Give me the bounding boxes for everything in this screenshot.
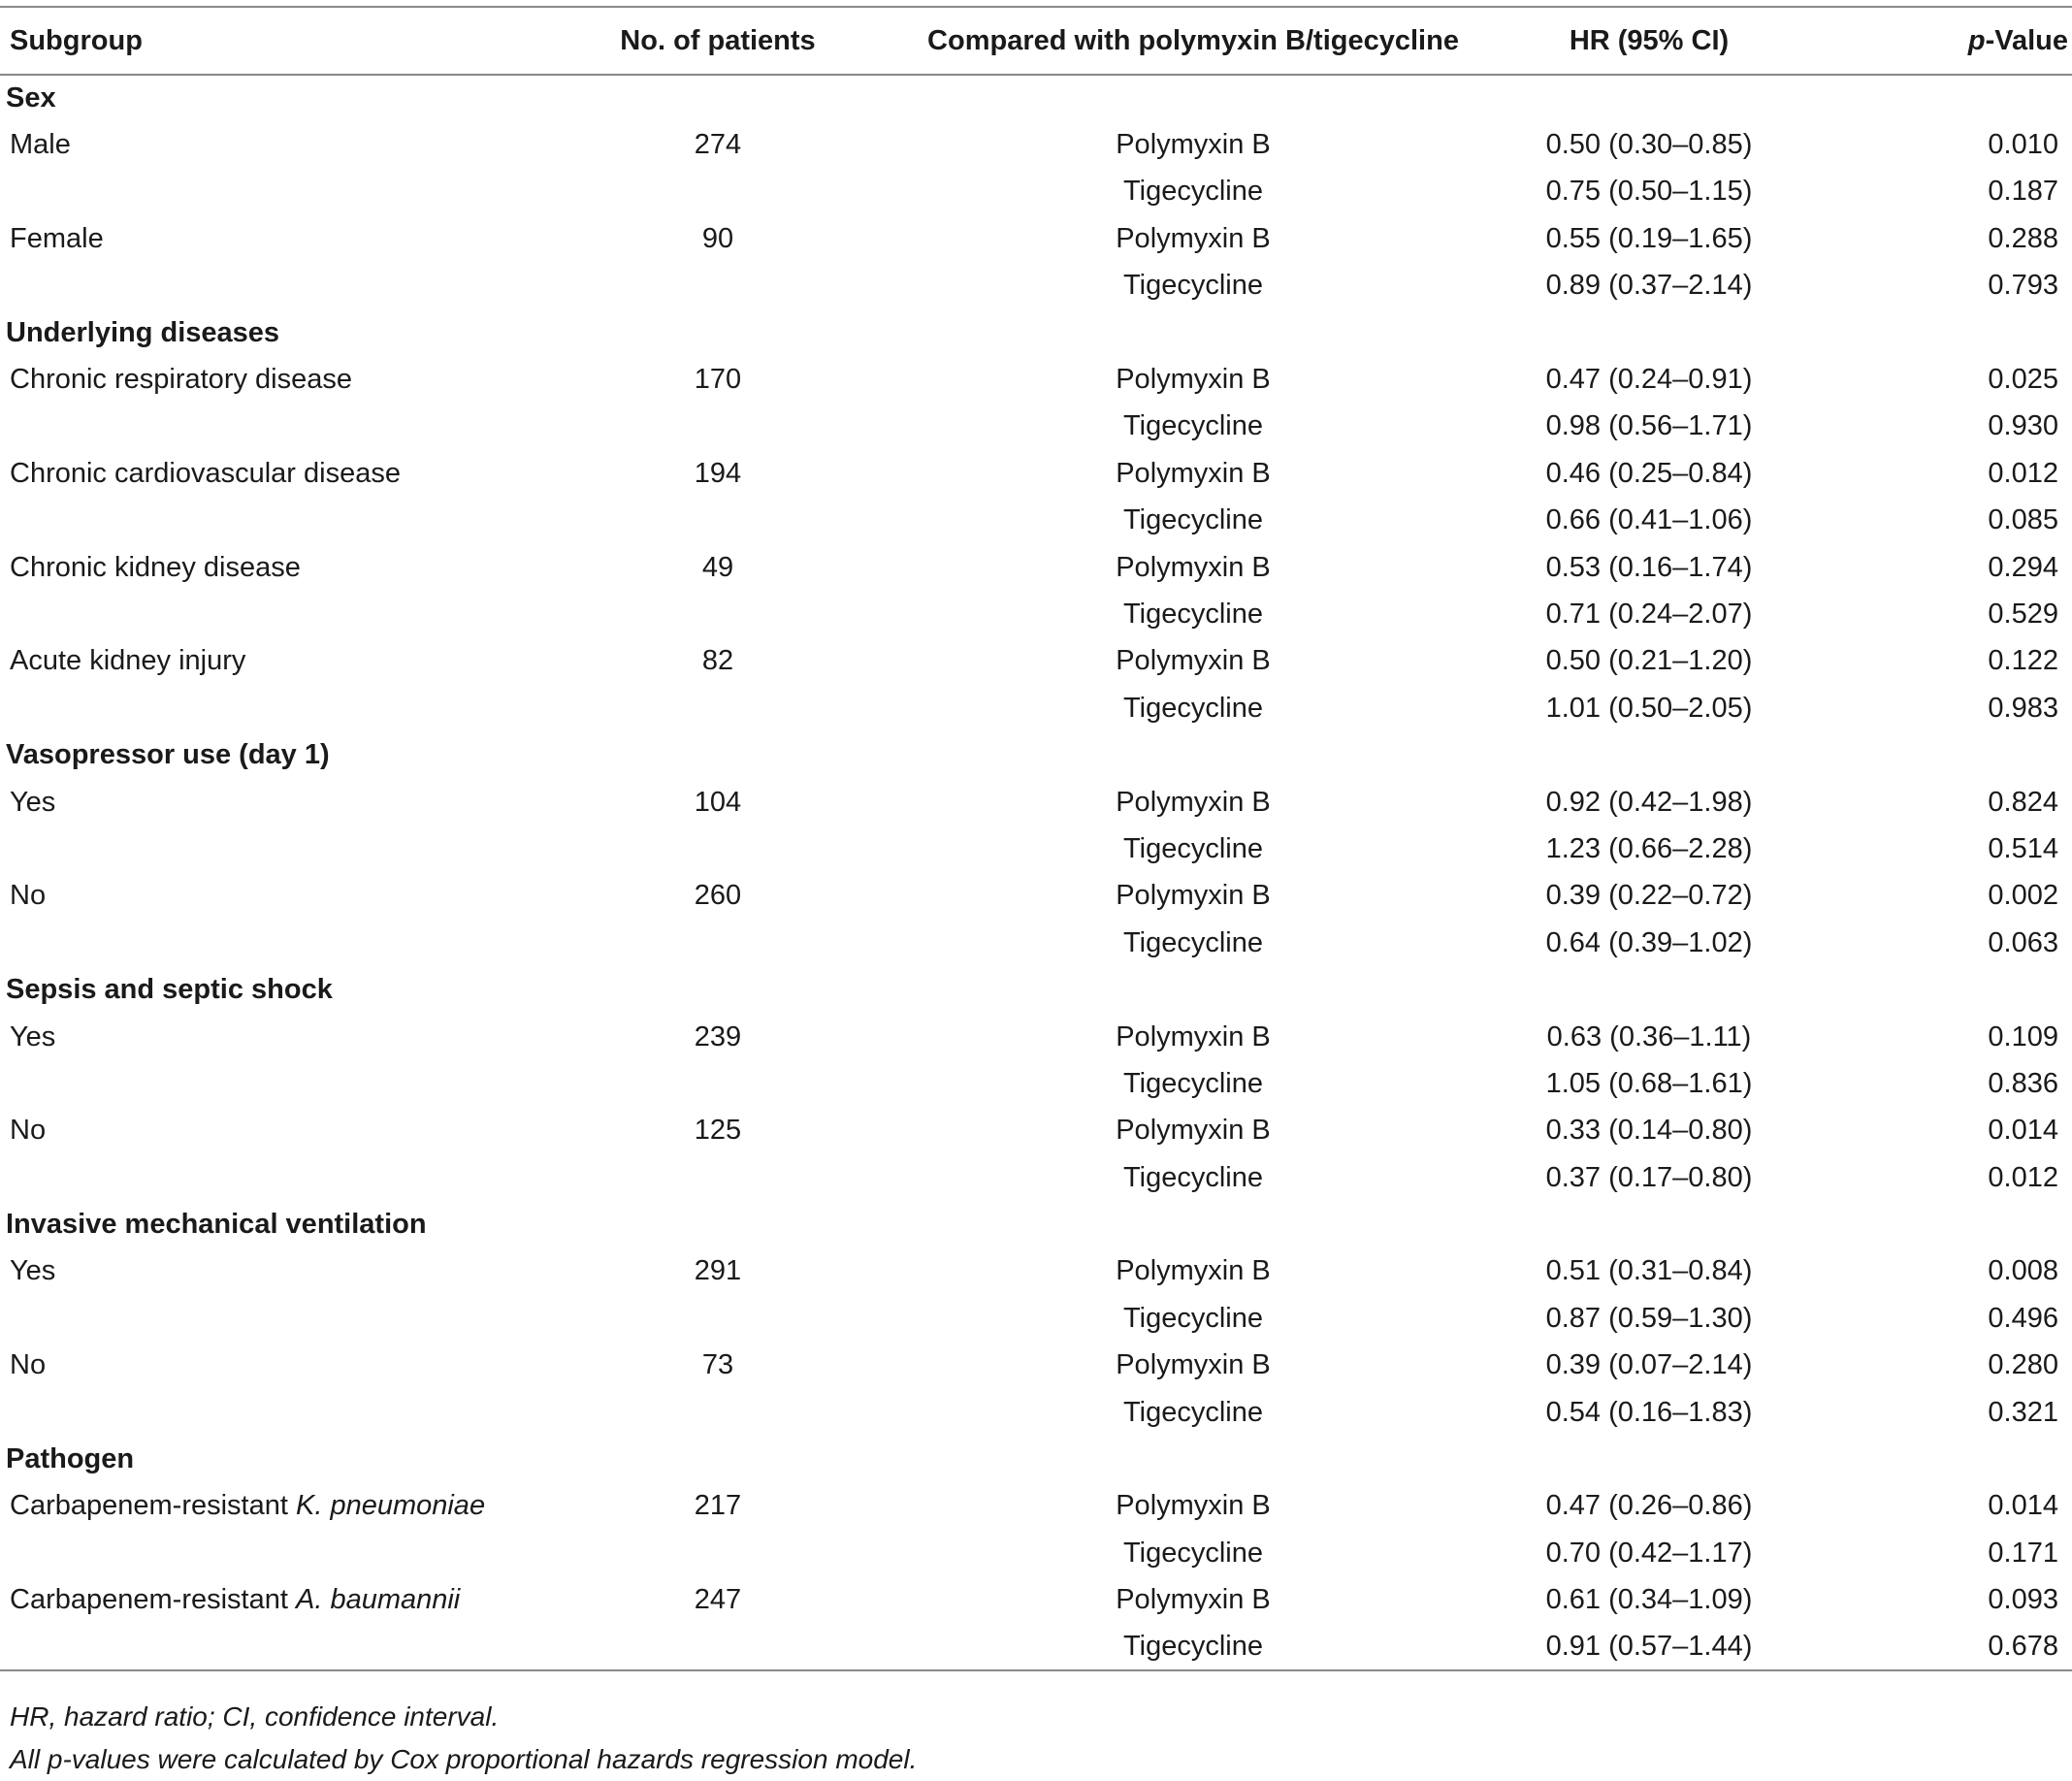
- table-row: [0, 873, 2072, 920]
- subgroup-label-text: Yes: [10, 1020, 56, 1052]
- patients-count: 247: [694, 1584, 742, 1616]
- group-title: Sex: [6, 82, 56, 114]
- patients-count: 104: [694, 786, 742, 818]
- hazard-ratio: 0.47 (0.26–0.86): [1545, 1490, 1753, 1522]
- header-pvalue-italic: p: [1967, 24, 1986, 56]
- subgroup-label: [0, 404, 514, 450]
- p-value: 0.514: [1988, 832, 2058, 864]
- hazard-ratio: 1.01 (0.50–2.05): [1545, 692, 1753, 724]
- comparator: Polymyxin B: [1116, 645, 1271, 677]
- patients-count: 82: [701, 645, 734, 677]
- subgroup-label: [0, 215, 514, 262]
- p-value: 0.187: [1988, 176, 2058, 208]
- subgroup-label: [0, 779, 514, 826]
- comparator: Polymyxin B: [1116, 1115, 1271, 1147]
- subgroup-label: [0, 1014, 514, 1060]
- group-header-row: [0, 731, 2072, 778]
- group-title: Invasive mechanical ventilation: [6, 1209, 427, 1241]
- table-header: [0, 7, 2072, 75]
- subgroup-label-text: Yes: [10, 1255, 56, 1287]
- subgroup-label: [0, 920, 514, 966]
- patients-count: [514, 169, 922, 215]
- p-value: 0.012: [1988, 457, 2058, 489]
- table-row: [0, 1014, 2072, 1060]
- header-row: [0, 7, 2072, 75]
- table-row: [0, 685, 2072, 731]
- comparator: Tigecycline: [1123, 598, 1263, 630]
- subgroup-label: [0, 1343, 514, 1389]
- p-value: 0.025: [1988, 364, 2058, 396]
- subgroup-label: [0, 450, 514, 497]
- group-title: Vasopressor use (day 1): [6, 739, 330, 771]
- pathogen-species: A. baumannii: [295, 1584, 461, 1616]
- hazard-ratio: 0.89 (0.37–2.14): [1545, 270, 1753, 302]
- subgroup-label-text: Male: [10, 129, 71, 161]
- subgroup-label-text: Carbapenem-resistant: [10, 1584, 296, 1616]
- hazard-ratio: 0.63 (0.36–1.11): [1546, 1020, 1752, 1052]
- patients-count: 73: [701, 1349, 734, 1381]
- hazard-ratio: 0.87 (0.59–1.30): [1545, 1302, 1753, 1334]
- subgroup-label-text: Yes: [10, 786, 56, 818]
- table-row: [0, 591, 2072, 637]
- table-row: [0, 1060, 2072, 1107]
- table-row: [0, 215, 2072, 262]
- subgroup-label-text: Carbapenem-resistant: [10, 1490, 296, 1522]
- subgroup-label: [0, 1483, 514, 1530]
- hazard-ratio: 0.61 (0.34–1.09): [1545, 1584, 1753, 1616]
- comparator: Tigecycline: [1123, 1067, 1263, 1099]
- header-compared: Compared with polymyxin B/tigecycline: [922, 7, 1465, 75]
- table-row: [0, 1248, 2072, 1295]
- subgroup-label: [0, 1060, 514, 1107]
- subgroup-label: [0, 826, 514, 872]
- hazard-ratio: 0.37 (0.17–0.80): [1545, 1161, 1753, 1193]
- hazard-ratio: 0.39 (0.22–0.72): [1545, 880, 1753, 912]
- table-row: [0, 1577, 2072, 1624]
- subgroup-label-text: Chronic respiratory disease: [10, 364, 352, 396]
- patients-count: [514, 1624, 922, 1670]
- subgroup-label: [0, 591, 514, 637]
- patients-count: 49: [701, 551, 734, 583]
- hazard-ratio: 0.64 (0.39–1.02): [1545, 926, 1753, 958]
- p-value: 0.824: [1988, 786, 2058, 818]
- header-patients: No. of patients: [514, 7, 922, 75]
- table-row: [0, 1295, 2072, 1342]
- subgroup-label: [0, 1154, 514, 1201]
- comparator: Tigecycline: [1123, 832, 1263, 864]
- comparator: Tigecycline: [922, 1624, 1465, 1670]
- patients-count: 291: [694, 1255, 742, 1287]
- hazard-ratio: 0.39 (0.07–2.14): [1545, 1349, 1753, 1381]
- hazard-ratio: 0.92 (0.42–1.98): [1545, 786, 1753, 818]
- subgroup-label: [0, 121, 514, 168]
- p-value: 0.983: [1988, 692, 2058, 724]
- comparator: Tigecycline: [1123, 692, 1263, 724]
- p-value: 0.793: [1988, 270, 2058, 302]
- subgroup-label-text: No: [10, 1115, 47, 1147]
- table-row: [0, 544, 2072, 591]
- subgroup-label: [0, 1530, 514, 1576]
- group-title: Pathogen: [6, 1443, 135, 1475]
- table-row: [0, 1483, 2072, 1530]
- subgroup-label: [0, 1108, 514, 1154]
- patients-count: 239: [694, 1020, 742, 1052]
- group-header-row: [0, 966, 2072, 1013]
- patients-count: [514, 263, 922, 309]
- group-title: Sepsis and septic shock: [6, 974, 333, 1006]
- comparator: Polymyxin B: [1116, 1584, 1271, 1616]
- table-row: [0, 263, 2072, 309]
- p-value: 0.093: [1988, 1584, 2058, 1616]
- subgroup-label-text: No: [10, 1349, 47, 1381]
- subgroup-label: [0, 498, 514, 544]
- subgroup-label-text: Acute kidney injury: [10, 645, 246, 677]
- patients-count: 274: [694, 129, 742, 161]
- patients-count: [514, 1154, 922, 1201]
- p-value: 0.288: [1988, 222, 2058, 254]
- p-value: 0.014: [1988, 1115, 2058, 1147]
- p-value: 0.836: [1988, 1067, 2058, 1099]
- patients-count: [514, 685, 922, 731]
- hazard-ratio: 0.33 (0.14–0.80): [1545, 1115, 1753, 1147]
- table-row: [0, 920, 2072, 966]
- table-body: [0, 75, 2072, 1670]
- patients-count: 260: [694, 880, 742, 912]
- hazard-ratio: 0.51 (0.31–0.84): [1545, 1255, 1753, 1287]
- comparator: Polymyxin B: [1116, 129, 1271, 161]
- header-subgroup: Subgroup: [0, 7, 514, 75]
- hazard-ratio: 0.47 (0.24–0.91): [1545, 364, 1753, 396]
- comparator: Tigecycline: [1123, 270, 1263, 302]
- comparator: Tigecycline: [1123, 1396, 1263, 1428]
- hazard-ratio: 0.53 (0.16–1.74): [1545, 551, 1753, 583]
- table-row: [0, 826, 2072, 872]
- footnote-method: All p-values were calculated by Cox proportional hazards regression model.: [10, 1744, 918, 1774]
- hazard-ratio: 0.70 (0.42–1.17): [1545, 1537, 1753, 1569]
- p-value: 0.280: [1988, 1349, 2058, 1381]
- table-row: [0, 1108, 2072, 1154]
- comparator: Tigecycline: [1123, 410, 1263, 442]
- comparator: Polymyxin B: [1116, 1349, 1271, 1381]
- p-value: 0.529: [1988, 598, 2058, 630]
- subgroup-label: [0, 1295, 514, 1342]
- p-value: 0.109: [1988, 1020, 2058, 1052]
- table-row: [0, 404, 2072, 450]
- patients-count: [514, 1295, 922, 1342]
- p-value: 0.122: [1988, 645, 2058, 677]
- patients-count: 125: [694, 1115, 742, 1147]
- comparator: Tigecycline: [1123, 1302, 1263, 1334]
- table-row: [0, 638, 2072, 685]
- table-row: [0, 121, 2072, 168]
- comparator: Polymyxin B: [1116, 1255, 1271, 1287]
- subgroup-label-text: Chronic kidney disease: [10, 551, 301, 583]
- hazard-ratio: 0.46 (0.25–0.84): [1545, 457, 1753, 489]
- p-value: 0.294: [1988, 551, 2058, 583]
- hazard-ratio: 0.91 (0.57–1.44): [1465, 1624, 1833, 1670]
- p-value: 0.171: [1988, 1537, 2058, 1569]
- patients-count: [514, 498, 922, 544]
- p-value: 0.496: [1988, 1302, 2058, 1334]
- hazard-ratio: 0.75 (0.50–1.15): [1545, 176, 1753, 208]
- p-value: 0.321: [1988, 1396, 2058, 1428]
- patients-count: [514, 591, 922, 637]
- comparator: Polymyxin B: [1116, 786, 1271, 818]
- subgroup-label-text: No: [10, 880, 47, 912]
- group-header-row: [0, 1201, 2072, 1247]
- comparator: Tigecycline: [1123, 926, 1263, 958]
- header-pvalue-rest: -Value: [1985, 24, 2068, 56]
- p-value: 0.085: [1988, 504, 2058, 536]
- table-row: [0, 1624, 2072, 1670]
- subgroup-label: [0, 1624, 514, 1670]
- hazard-ratio: 0.54 (0.16–1.83): [1545, 1396, 1753, 1428]
- table-row: [0, 356, 2072, 403]
- hazard-ratio: 0.98 (0.56–1.71): [1545, 410, 1753, 442]
- table-row: [0, 1343, 2072, 1389]
- comparator: Polymyxin B: [1116, 222, 1271, 254]
- patients-count: 217: [694, 1490, 742, 1522]
- hazard-ratio: 0.71 (0.24–2.07): [1545, 598, 1753, 630]
- subgroup-label-text: Female: [10, 222, 104, 254]
- patients-count: [514, 1530, 922, 1576]
- p-value: 0.002: [1988, 880, 2058, 912]
- subgroup-label: [0, 263, 514, 309]
- group-header-row: [0, 309, 2072, 356]
- p-value: 0.014: [1988, 1490, 2058, 1522]
- pathogen-species: K. pneumoniae: [295, 1490, 486, 1522]
- subgroup-label: [0, 356, 514, 403]
- comparator: Polymyxin B: [1116, 880, 1271, 912]
- p-value: 0.008: [1988, 1255, 2058, 1287]
- comparator: Tigecycline: [1123, 176, 1263, 208]
- patients-count: 194: [694, 457, 742, 489]
- table-row: [0, 498, 2072, 544]
- subgroup-label: [0, 873, 514, 920]
- hazard-ratio: 0.55 (0.19–1.65): [1545, 222, 1753, 254]
- subgroup-label: [0, 685, 514, 731]
- hazard-ratio: 1.05 (0.68–1.61): [1545, 1067, 1753, 1099]
- patients-count: [514, 920, 922, 966]
- comparator: Tigecycline: [1123, 1161, 1263, 1193]
- patients-count: [514, 1060, 922, 1107]
- table-row: [0, 169, 2072, 215]
- table-row: [0, 1530, 2072, 1576]
- hazard-ratio: 1.23 (0.66–2.28): [1545, 832, 1753, 864]
- comparator: Polymyxin B: [1116, 1020, 1271, 1052]
- footnote-abbreviations: HR, hazard ratio; CI, confidence interval.: [10, 1701, 500, 1732]
- comparator: Tigecycline: [1123, 1537, 1263, 1569]
- comparator: Tigecycline: [1123, 504, 1263, 536]
- p-value: 0.063: [1988, 926, 2058, 958]
- subgroup-label: [0, 638, 514, 685]
- subgroup-label: [0, 1577, 514, 1624]
- subgroup-label: [0, 169, 514, 215]
- comparator: Polymyxin B: [1116, 1490, 1271, 1522]
- patients-count: 90: [701, 222, 734, 254]
- p-value: 0.012: [1988, 1161, 2058, 1193]
- table-row: [0, 779, 2072, 826]
- table-footnotes: [10, 1696, 917, 1781]
- subgroup-label: [0, 1248, 514, 1295]
- comparator: Polymyxin B: [1116, 551, 1271, 583]
- group-title: Underlying diseases: [6, 316, 280, 348]
- patients-count: [514, 826, 922, 872]
- hazard-ratio: 0.50 (0.21–1.20): [1545, 645, 1753, 677]
- p-value: 0.930: [1988, 410, 2058, 442]
- subgroup-label: [0, 544, 514, 591]
- hazard-ratio: 0.50 (0.30–0.85): [1545, 129, 1753, 161]
- header-hr: HR (95% CI): [1465, 7, 1833, 75]
- p-value: 0.678: [1833, 1624, 2072, 1670]
- group-header-row: [0, 75, 2072, 121]
- subgroup-hr-table: [0, 6, 2072, 1671]
- subgroup-label-text: Chronic cardiovascular disease: [10, 457, 401, 489]
- patients-count: [514, 404, 922, 450]
- table-row: [0, 1389, 2072, 1436]
- comparator: Polymyxin B: [1116, 457, 1271, 489]
- patients-count: 170: [694, 364, 742, 396]
- subgroup-label: [0, 1389, 514, 1436]
- table-row: [0, 1154, 2072, 1201]
- group-header-row: [0, 1436, 2072, 1482]
- p-value: 0.010: [1988, 129, 2058, 161]
- hazard-ratio: 0.66 (0.41–1.06): [1545, 504, 1753, 536]
- header-pvalue: [1833, 7, 2072, 75]
- comparator: Polymyxin B: [1116, 364, 1271, 396]
- patients-count: [514, 1389, 922, 1436]
- table-row: [0, 450, 2072, 497]
